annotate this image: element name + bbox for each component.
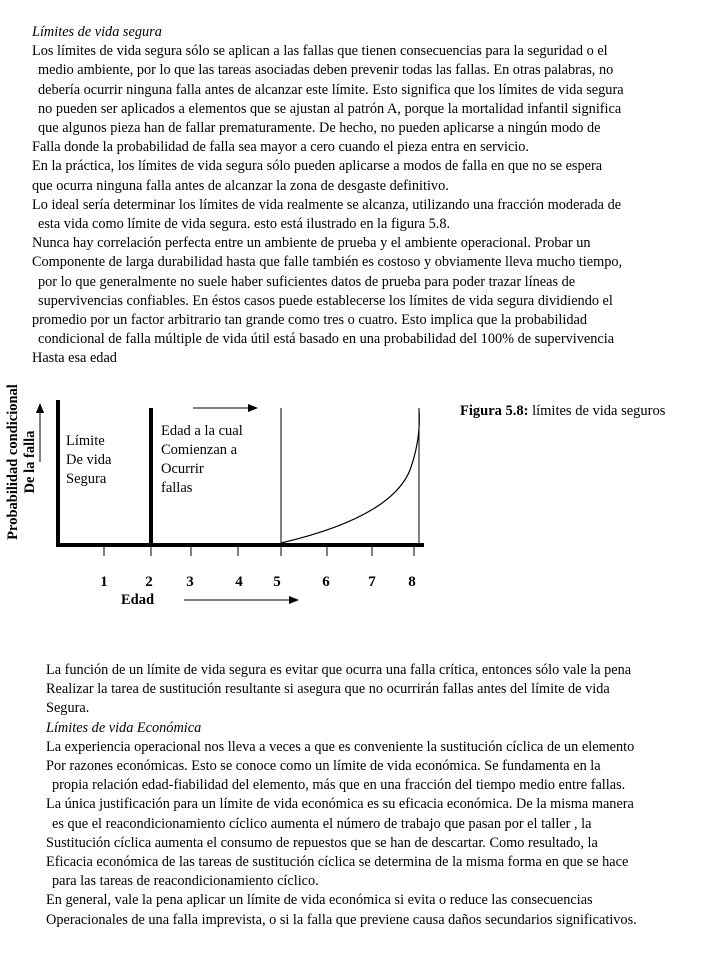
paragraph-line: Operacionales de una falla imprevista, o si la falla que previene causa daños secundarios significativos. xyxy=(46,911,637,928)
paragraph-line: promedio por un factor arbitrario tan grande como tres o cuatro. Esto implica que la probabilidad xyxy=(32,312,588,329)
paragraph-line: es que el reacondicionamiento cíclico aumenta el número de trabajo que pasan por el taller , la xyxy=(52,815,592,832)
paragraph-line: que algunos pieza han de fallar prematuramente. De hecho, no pueden aplicarse a ningún modo de xyxy=(38,120,601,137)
paragraph-line: debería ocurrir ninguna falla antes de alcanzar este límite. Esto significa que los límites de vida segura xyxy=(38,81,624,98)
paragraph-line: para las tareas de reacondicionamiento cíclico. xyxy=(52,873,319,890)
paragraph-line: Falla donde la probabilidad de falla sea mayor a cero cuando el pieza entra en servicio. xyxy=(32,139,529,156)
bottom-text-block xyxy=(46,661,637,930)
x-tick-label: 1 xyxy=(100,574,108,590)
paragraph-line: Eficacia económica de las tareas de sustitución cíclica se determina de la misma forma en que se hace xyxy=(46,854,629,871)
paragraph-line: Realizar la tarea de sustitución resultante si asegura que no ocurrirán fallas antes del límite de vida xyxy=(46,681,610,698)
x-tick-label: 8 xyxy=(408,574,416,590)
paragraph-line: Nunca hay correlación perfecta entre un ambiente de prueba y el ambiente operacional. Probar un xyxy=(32,235,591,252)
x-tick-label: 3 xyxy=(186,574,194,590)
paragraph-line: En general, vale la pena aplicar un límite de vida económica si evita o reduce las consecuencias xyxy=(46,892,593,909)
paragraph-line: Componente de larga durabilidad hasta que falle también es costoso y obviamente lleva mucho tiempo, xyxy=(32,254,623,271)
x-tick-label: 4 xyxy=(235,574,243,590)
paragraph-line: La experiencia operacional nos lleva a veces a que es conveniente la sustitución cíclica de un elemento xyxy=(46,738,635,755)
failure-age-label: Edad a la cual Comienzan a Ocurrir fallas xyxy=(161,423,243,496)
paragraph-line: Los límites de vida segura sólo se aplican a las fallas que tienen consecuencias para la seguridad o el xyxy=(32,43,608,60)
x-tick-label: 7 xyxy=(368,574,376,590)
x-tick-label: 5 xyxy=(273,574,281,590)
section-heading-safe-life: Límites de vida segura xyxy=(32,24,162,40)
paragraph-line: supervivencias confiables. En éstos casos puede establecerse los límites de vida segura dividiendo el xyxy=(38,292,613,309)
paragraph-line: por lo que generalmente no suele haber suficientes datos de prueba para poder trazar líneas de xyxy=(38,273,576,290)
paragraph-line: medio ambiente, por lo que las tareas asociadas deben prevenir todas las fallas. En otras palabras, no xyxy=(38,62,614,79)
paragraph-line: En la práctica, los límites de vida segura sólo pueden aplicarse a modos de falla en que no se espera xyxy=(32,158,603,175)
y-axis-label: Probabilidad condicional De la falla xyxy=(5,384,38,540)
paragraph-line: no pueden ser aplicados a elementos que se ajustan al patrón A, porque la mortalidad infantil significa xyxy=(38,100,622,117)
safe-life-limit-label: Límite De vida Segura xyxy=(66,433,112,487)
paragraph-line: condicional de falla múltiple de vida útil está basado en una probabilidad del 100% de supervivencia xyxy=(38,331,615,348)
paragraph-line: que ocurra ninguna falla antes de alcanzar la zona de desgaste definitivo. xyxy=(32,177,449,194)
failure-probability-curve xyxy=(281,410,419,543)
top-text-block xyxy=(32,23,624,369)
x-axis-label: Edad xyxy=(121,592,155,608)
section-heading-economic-life: Límites de vida Económica xyxy=(46,719,202,736)
paragraph-line: Lo ideal sería determinar los límites de vida realmente se alcanza, utilizando una fracción moderada de xyxy=(32,196,622,213)
paragraph-line: Sustitución cíclica aumenta el consumo de repuestos que se han de descartar. Como resultado, la xyxy=(46,834,598,851)
x-tick-label: 2 xyxy=(145,574,153,590)
paragraph-line: esta vida como límite de vida segura. esto está ilustrado en la figura 5.8. xyxy=(38,216,451,233)
paragraph-line: La función de un límite de vida segura es evitar que ocurra una falla crítica, entonces sólo vale la pena xyxy=(46,662,632,678)
figure-caption: Figura 5.8: límites de vida seguros xyxy=(460,403,666,419)
x-tick-label: 6 xyxy=(322,574,330,590)
paragraph-line: propia relación edad-fiabilidad del elemento, más que en una fracción del tiempo medio entre fallas. xyxy=(52,777,626,794)
paragraph-line: Hasta esa edad xyxy=(32,350,117,367)
paragraph-line: Por razones económicas. Esto se conoce como un límite de vida económica. Se fundamenta en la xyxy=(46,758,601,775)
paragraph-line: La única justificación para un límite de vida económica es su eficacia económica. De la misma manera xyxy=(46,796,634,813)
paragraph-line: Segura. xyxy=(46,700,90,717)
